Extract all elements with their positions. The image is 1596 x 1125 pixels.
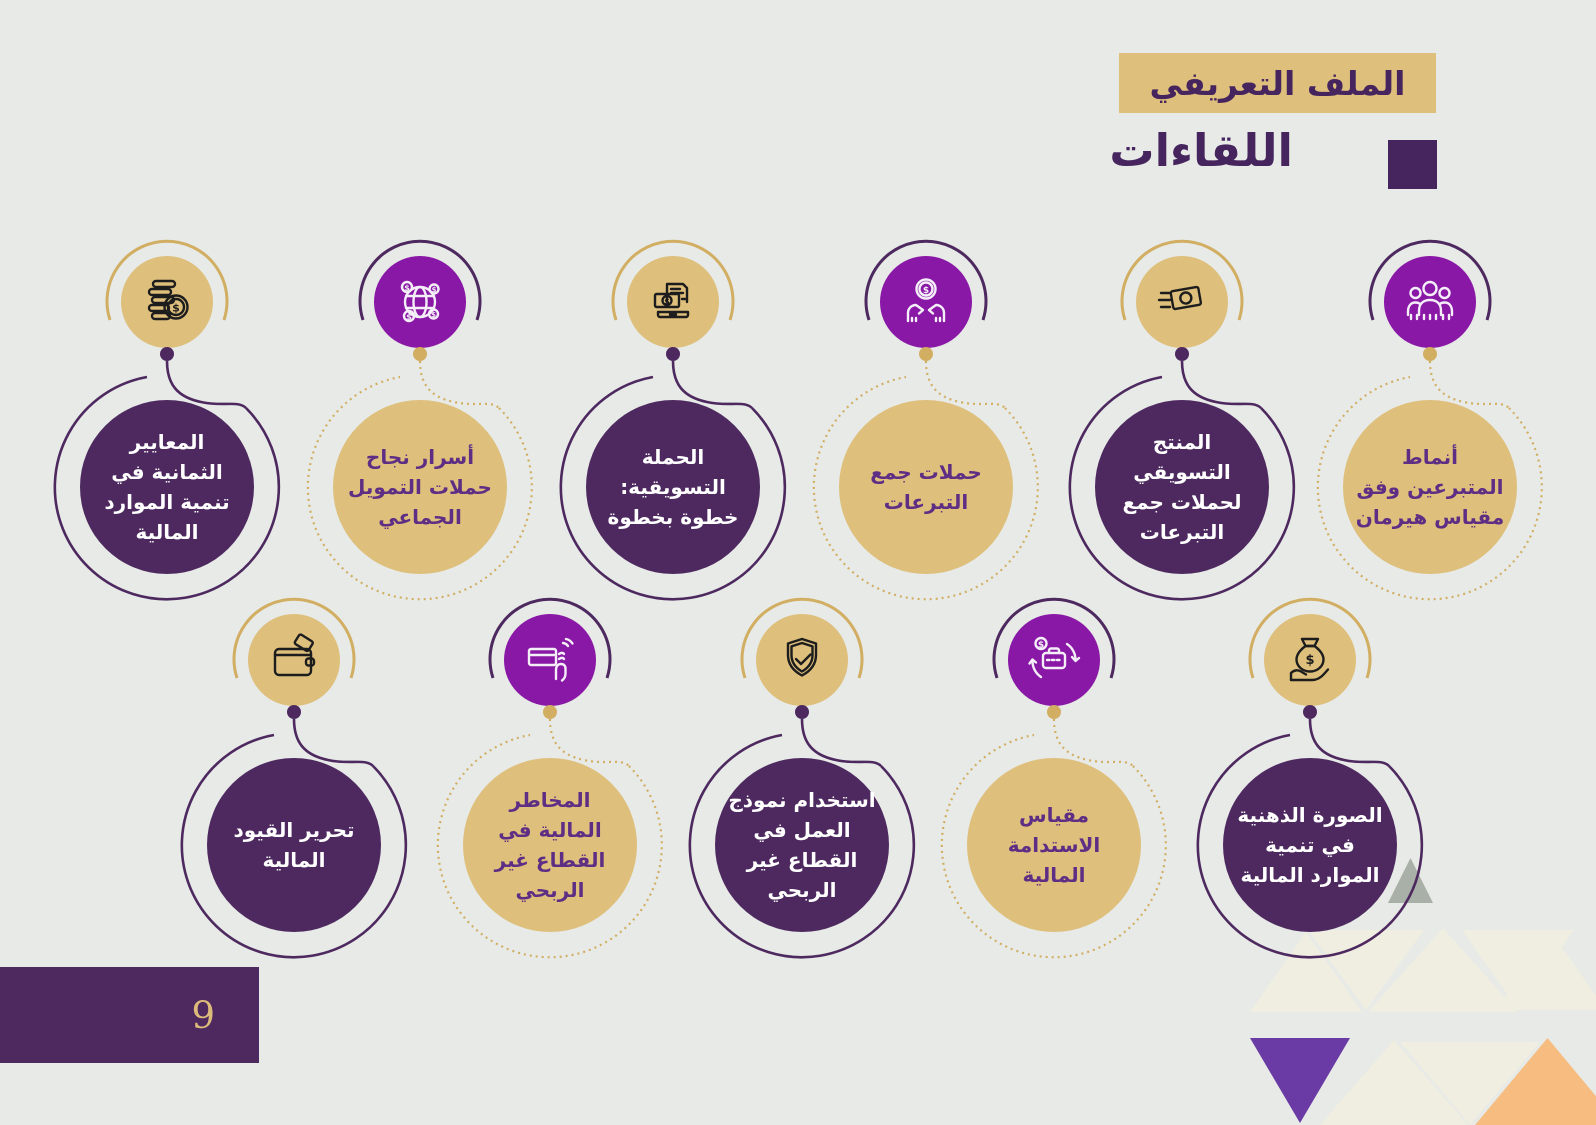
topic-item bbox=[796, 232, 1056, 632]
svg-text:$: $ bbox=[404, 283, 410, 293]
topic-bubble bbox=[839, 400, 1013, 574]
topic-label: أنماط المتبرعين وفق مقياس هيرمان bbox=[1355, 445, 1505, 529]
svg-text:$: $ bbox=[406, 312, 412, 322]
wallet-card-icon bbox=[266, 632, 322, 688]
topic-label: حملات جمع التبرعات bbox=[870, 460, 982, 514]
topic-label: المعايير الثمانية في تنمية الموارد المالية bbox=[104, 430, 230, 544]
topic-bubble bbox=[207, 758, 381, 932]
topic-label: مقياس الاستدامة المالية bbox=[1007, 803, 1101, 887]
hand-card-icon bbox=[522, 632, 578, 688]
topic-label: استخدام نموذج العمل في القطاع غير الربحي bbox=[728, 788, 876, 902]
topic-item bbox=[543, 232, 803, 632]
kicker-text: الملف التعريفي bbox=[1149, 63, 1406, 103]
shield-check-icon bbox=[774, 632, 830, 688]
topic-label: تحرير القيود المالية bbox=[233, 818, 355, 872]
wallet-cycle-icon bbox=[1026, 632, 1082, 688]
donors-group-icon bbox=[1402, 274, 1458, 330]
topic-label: أسرار نجاح حملات التمويل الجماعي bbox=[348, 445, 492, 529]
topic-bubble bbox=[463, 758, 637, 932]
topic-label: الحملة التسويقية: خطوة بخطوة bbox=[607, 445, 739, 529]
topic-bubble bbox=[333, 400, 507, 574]
topic-item bbox=[420, 590, 680, 990]
laptop-money-icon bbox=[645, 274, 701, 330]
page-number-bar bbox=[0, 967, 259, 1063]
svg-text:$: $ bbox=[664, 297, 670, 306]
topic-item bbox=[290, 232, 550, 632]
svg-text:$: $ bbox=[1037, 640, 1045, 651]
svg-text:$: $ bbox=[431, 311, 436, 319]
svg-text:$: $ bbox=[922, 286, 930, 296]
kicker-banner bbox=[1119, 53, 1436, 113]
topic-bubble bbox=[1343, 400, 1517, 574]
topic-item bbox=[1180, 590, 1440, 990]
topic-label: المنتج التسويقي لحملات جمع التبرعات bbox=[1122, 430, 1242, 544]
page-title: اللقاءات bbox=[1109, 124, 1293, 177]
coins-stack-icon bbox=[139, 274, 195, 330]
flying-money-icon bbox=[1154, 274, 1210, 330]
topic-item bbox=[37, 232, 297, 632]
topic-label: المخاطر المالية في القطاع غير الربحي bbox=[494, 788, 606, 902]
topic-item bbox=[164, 590, 424, 990]
globe-money-icon bbox=[392, 274, 448, 330]
page-number: 9 bbox=[191, 993, 215, 1037]
topic-bubble bbox=[586, 400, 760, 574]
topic-bubble bbox=[1223, 758, 1397, 932]
title-bullet-square bbox=[1388, 140, 1437, 189]
moneybag-hand-icon bbox=[1282, 632, 1338, 688]
svg-text:$: $ bbox=[431, 286, 437, 294]
topic-item bbox=[1052, 232, 1312, 632]
topic-bubble bbox=[715, 758, 889, 932]
svg-text:$: $ bbox=[172, 301, 180, 315]
topic-bubble bbox=[1095, 400, 1269, 574]
svg-text:$: $ bbox=[1305, 653, 1315, 668]
topic-bubble bbox=[80, 400, 254, 574]
topic-bubble bbox=[967, 758, 1141, 932]
topic-item bbox=[672, 590, 932, 990]
hands-coin-icon bbox=[898, 274, 954, 330]
topic-item bbox=[1300, 232, 1560, 632]
topic-label: الصورة الذهنية في تنمية الموارد المالية bbox=[1237, 803, 1383, 887]
topic-item bbox=[924, 590, 1184, 990]
